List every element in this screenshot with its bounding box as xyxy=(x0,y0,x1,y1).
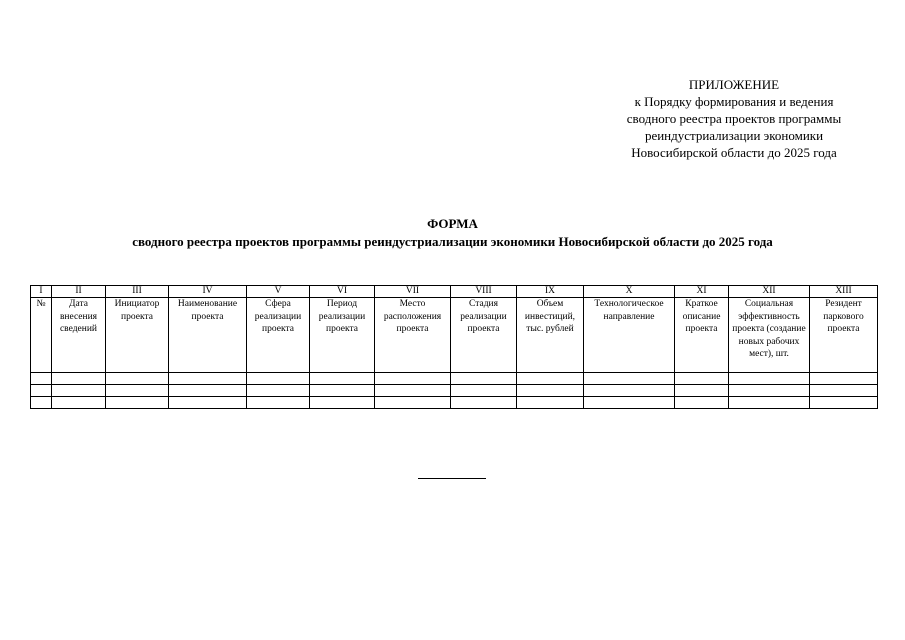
header-sphere: Сфера реализации проекта xyxy=(247,298,310,373)
appendix-line: к Порядку формирования и ведения xyxy=(634,94,834,109)
roman-cell: I xyxy=(31,286,52,298)
table-cell xyxy=(517,373,584,385)
table-cell xyxy=(52,385,106,397)
table-cell xyxy=(810,373,878,385)
table-cell xyxy=(310,397,375,409)
table-cell xyxy=(451,397,517,409)
roman-cell: XIII xyxy=(810,286,878,298)
form-title: ФОРМА xyxy=(427,216,478,231)
table-row xyxy=(31,397,878,409)
roman-numerals-row xyxy=(31,286,878,298)
appendix-title: ПРИЛОЖЕНИЕ xyxy=(688,77,780,92)
table-cell xyxy=(729,373,810,385)
table-cell xyxy=(584,385,675,397)
header-location: Место расположения проекта xyxy=(375,298,451,373)
header-project-name: Наименование проекта xyxy=(169,298,247,373)
roman-cell: VI xyxy=(310,286,375,298)
form-subtitle: сводного реестра проектов программы реиндустриализации экономики Новосибирской области до 2025 года xyxy=(132,234,773,249)
table-cell xyxy=(169,397,247,409)
header-park-resident: Резидент паркового проекта xyxy=(810,298,878,373)
roman-cell: II xyxy=(52,286,106,298)
table-cell xyxy=(451,385,517,397)
appendix-line: Новосибирской области до 2025 года xyxy=(631,145,837,160)
table-cell xyxy=(375,373,451,385)
table-cell xyxy=(810,385,878,397)
appendix-line: сводного реестра проектов программы xyxy=(626,111,842,126)
roman-cell: V xyxy=(247,286,310,298)
table-cell xyxy=(31,373,52,385)
column-headers-row xyxy=(31,298,878,373)
table-cell xyxy=(169,385,247,397)
header-initiator: Инициатор проекта xyxy=(106,298,169,373)
table-cell xyxy=(247,385,310,397)
header-description: Краткое описание проекта xyxy=(675,298,729,373)
table-cell xyxy=(451,373,517,385)
roman-cell: VII xyxy=(375,286,451,298)
roman-cell: VIII xyxy=(451,286,517,298)
table-cell xyxy=(810,397,878,409)
table-cell xyxy=(106,373,169,385)
appendix-block xyxy=(560,76,905,161)
table-cell xyxy=(675,373,729,385)
table-cell xyxy=(31,385,52,397)
table-cell xyxy=(375,385,451,397)
table-cell xyxy=(106,385,169,397)
register-table xyxy=(30,285,878,409)
table-cell xyxy=(310,385,375,397)
table-cell xyxy=(729,397,810,409)
roman-cell: IX xyxy=(517,286,584,298)
table-cell xyxy=(375,397,451,409)
table-cell xyxy=(584,373,675,385)
header-social-efficiency: Социальная эффективность проекта (создание новых рабочих мест), шт. xyxy=(729,298,810,373)
separator-line xyxy=(418,478,486,479)
roman-cell: X xyxy=(584,286,675,298)
table-cell xyxy=(247,373,310,385)
table-cell xyxy=(52,373,106,385)
table-row xyxy=(31,373,878,385)
roman-cell: III xyxy=(106,286,169,298)
table-cell xyxy=(729,385,810,397)
table-cell xyxy=(584,397,675,409)
header-tech-direction: Технологическое направление xyxy=(584,298,675,373)
table-row xyxy=(31,385,878,397)
appendix-line: реиндустриализации экономики xyxy=(644,128,824,143)
table-cell xyxy=(106,397,169,409)
header-stage: Стадия реализации проекта xyxy=(451,298,517,373)
roman-cell: XI xyxy=(675,286,729,298)
table-cell xyxy=(31,397,52,409)
table-cell xyxy=(675,397,729,409)
header-period: Период реализации проекта xyxy=(310,298,375,373)
header-number: № xyxy=(31,298,52,373)
table-cell xyxy=(247,397,310,409)
table-cell xyxy=(675,385,729,397)
table-cell xyxy=(310,373,375,385)
table-cell xyxy=(517,397,584,409)
table-cell xyxy=(52,397,106,409)
roman-cell: IV xyxy=(169,286,247,298)
roman-cell: XII xyxy=(729,286,810,298)
table-cell xyxy=(169,373,247,385)
header-date: Дата внесения сведений xyxy=(52,298,106,373)
header-investment: Объем инвестиций, тыс. рублей xyxy=(517,298,584,373)
table-cell xyxy=(517,385,584,397)
